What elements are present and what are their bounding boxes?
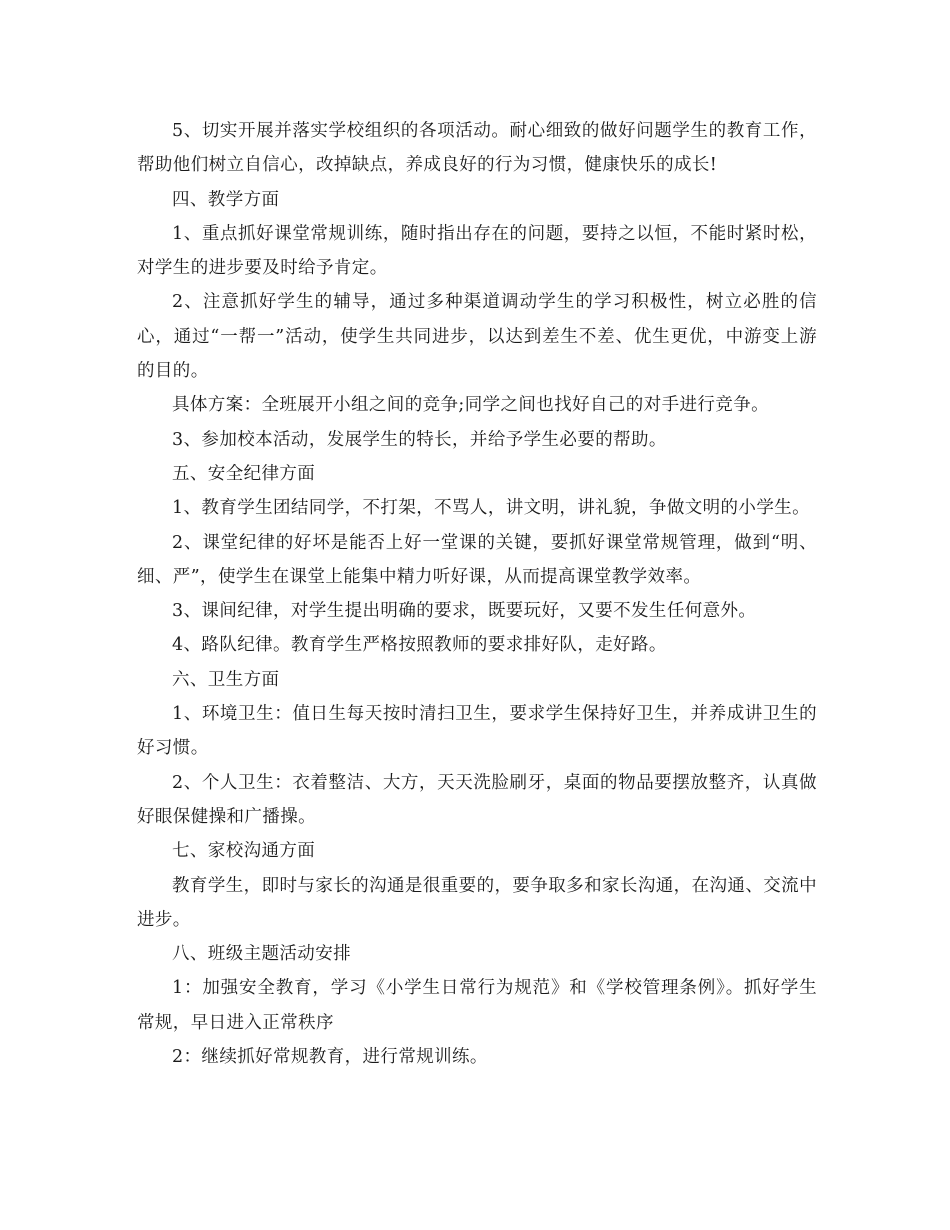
- paragraph: 2、课堂纪律的好坏是能否上好一堂课的关键，要抓好课堂常规管理，做到“明、细、严”，使学生在课堂上能集中精力听好课，从而提高课堂教学效率。: [137, 532, 817, 587]
- paragraph: 1：加强安全教育，学习《小学生日常行为规范》和《学校管理条例》。抓好学生常规，早日进入正常秩序: [137, 978, 817, 1033]
- paragraph: 4、路队纪律。教育学生严格按照教师的要求排好队，走好路。: [172, 635, 667, 656]
- document-body: [137, 114, 817, 1074]
- section-heading: 五、安全纪律方面: [172, 463, 316, 484]
- section-heading: 四、教学方面: [172, 189, 280, 210]
- paragraph: 3、课间纪律，对学生提出明确的要求，既要玩好，又要不发生任何意外。: [172, 601, 757, 622]
- paragraph: 1、环境卫生：值日生每天按时清扫卫生，要求学生保持好卫生，并养成讲卫生的好习惯。: [137, 704, 817, 759]
- paragraph: 教育学生，即时与家长的沟通是很重要的，要争取多和家长沟通，在沟通、交流中进步。: [137, 875, 817, 930]
- paragraph: 1、重点抓好课堂常规训练，随时指出存在的问题，要持之以恒，不能时紧时松，对学生的进步要及时给予肯定。: [137, 223, 817, 279]
- section-heading: 六、卫生方面: [172, 669, 280, 690]
- paragraph: 2、个人卫生：衣着整洁、大方，天天洗脸刷牙，桌面的物品要摆放整齐，认真做好眼保健操和广播操。: [137, 772, 817, 827]
- section-heading: 八、班级主题活动安排: [172, 944, 351, 965]
- paragraph: 3、参加校本活动，发展学生的特长，并给予学生必要的帮助。: [172, 429, 667, 450]
- paragraph: 1、教育学生团结同学，不打架，不骂人，讲文明，讲礼貌，争做文明的小学生。: [172, 498, 811, 519]
- paragraph: 5、切实开展并落实学校组织的各项活动。耐心细致的做好问题学生的教育工作，帮助他们树立自信心，改掉缺点，养成良好的行为习惯，健康快乐的成长!: [137, 121, 817, 176]
- paragraph: 具体方案：全班展开小组之间的竞争;同学之间也找好自己的对手进行竞争。: [172, 395, 769, 416]
- paragraph: 2：继续抓好常规教育，进行常规训练。: [172, 1047, 488, 1068]
- section-heading: 七、家校沟通方面: [172, 841, 316, 862]
- paragraph: 2、注意抓好学生的辅导，通过多种渠道调动学生的学习积极性，树立必胜的信心，通过“一帮一”活动，使学生共同进步，以达到差生不差、优生更优，中游变上游的目的。: [137, 292, 817, 382]
